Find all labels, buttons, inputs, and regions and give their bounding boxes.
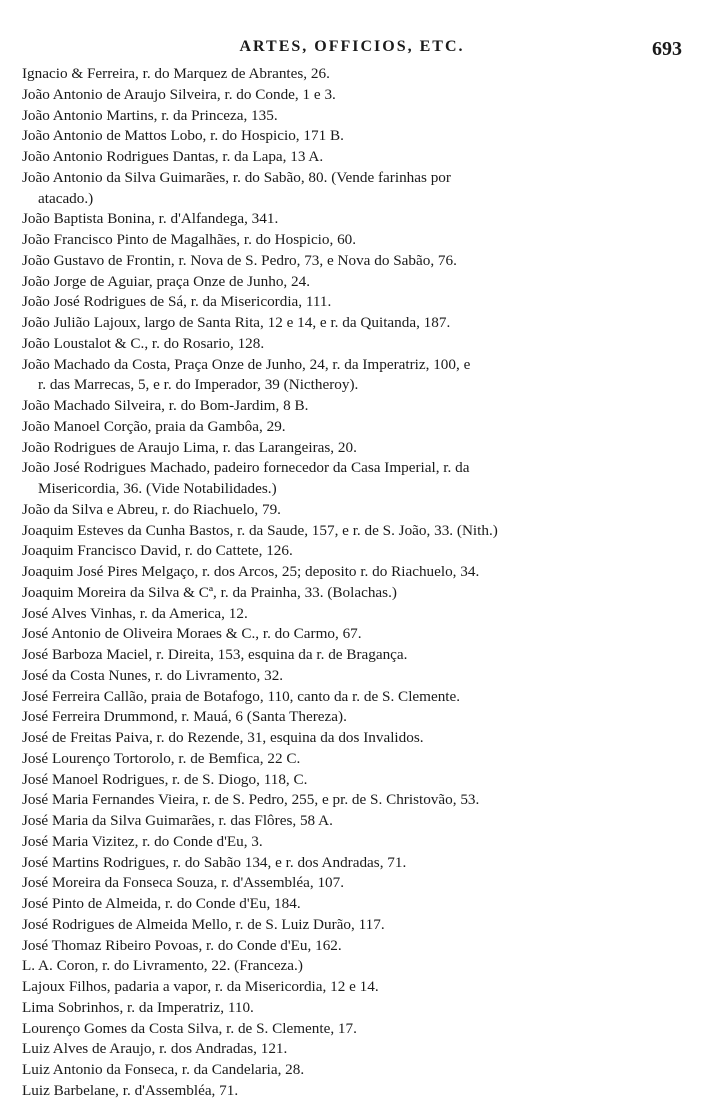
- directory-entry: [22, 541, 682, 562]
- directory-entry: [22, 645, 682, 666]
- entry-text: Lourenço Gomes da Costa Silva, r. de S. Clemente, 17.: [22, 1019, 357, 1037]
- entry-text: Ignacio & Ferreira, r. do Marquez de Abrantes, 26.: [22, 65, 330, 82]
- entry-text: João Manoel Corção, praia da Gambôa, 29.: [22, 417, 286, 435]
- directory-entry: [22, 313, 682, 334]
- directory-entry: [22, 85, 682, 106]
- directory-entry: [22, 624, 682, 645]
- entry-text: João Antonio Martins, r. da Princeza, 135.: [22, 106, 278, 124]
- entry-continuation: atacado.): [38, 189, 94, 207]
- directory-entry: [22, 853, 682, 874]
- directory-entry: [22, 64, 682, 85]
- entry-text: José Maria Vizitez, r. do Conde d'Eu, 3.: [22, 832, 263, 850]
- directory-entry: [22, 936, 682, 957]
- entry-text: João Gustavo de Frontin, r. Nova de S. Pedro, 73, e Nova do Sabão, 76.: [22, 251, 457, 269]
- directory-entry: [22, 811, 682, 832]
- directory-entry: [22, 106, 682, 127]
- directory-entry: [22, 521, 682, 542]
- entry-text: João José Rodrigues de Sá, r. da Misericordia, 111.: [22, 293, 332, 311]
- directory-entry: [22, 977, 682, 998]
- entry-text: Luiz Barbelane, r. d'Assembléa, 71.: [22, 1081, 239, 1099]
- entry-text: Joaquim Francisco David, r. do Cattete, 126.: [22, 542, 293, 560]
- directory-entry: [22, 894, 682, 915]
- entry-text: José Ferreira Callão, praia de Botafogo, 110, canto da r. de S. Clemente.: [22, 687, 461, 705]
- directory-entry: [22, 998, 682, 1019]
- directory-entry: [22, 251, 682, 272]
- entry-text: João Francisco Pinto de Magalhães, r. do Hospicio, 60.: [22, 231, 357, 248]
- entry-text: José Manoel Rodrigues, r. de S. Diogo, 118, C.: [22, 770, 308, 788]
- entry-text: José Moreira da Fonseca Souza, r. d'Assembléa, 107.: [22, 874, 345, 892]
- entry-text: João da Silva e Abreu, r. do Riachuelo, 79.: [22, 500, 281, 518]
- directory-entry: [22, 1081, 682, 1102]
- directory-entry: [22, 562, 682, 583]
- entry-text: Lima Sobrinhos, r. da Imperatriz, 110.: [22, 998, 254, 1016]
- directory-entry: [22, 749, 682, 770]
- entry-continuation: Misericordia, 36. (Vide Notabilidades.): [38, 480, 277, 497]
- directory-entry: [22, 355, 682, 397]
- directory-entry: [22, 147, 682, 168]
- directory-entry: [22, 1019, 682, 1040]
- entry-text: João Machado da Costa, Praça Onze de Junho, 24, r. da Imperatriz, 100, e: [22, 355, 471, 373]
- entry-continuation: r. das Marrecas, 5, e r. do Imperador, 39 (Nictheroy).: [38, 376, 359, 394]
- section-title: ARTES, OFFICIOS, ETC.: [239, 38, 465, 55]
- directory-entry: [22, 873, 682, 894]
- entry-text: João Julião Lajoux, largo de Santa Rita, 12 e 14, e r. da Quitanda, 187.: [22, 314, 451, 331]
- entry-text: Lajoux Filhos, padaria a vapor, r. da Misericordia, 12 e 14.: [22, 978, 379, 995]
- directory-entry: [22, 396, 682, 417]
- entry-text: José Alves Vinhas, r. da America, 12.: [22, 604, 248, 622]
- directory-entry: [22, 707, 682, 728]
- page-header: [22, 38, 682, 62]
- directory-entry: [22, 126, 682, 147]
- entry-text: José de Freitas Paiva, r. do Rezende, 31, esquina da dos Invalidos.: [22, 729, 424, 746]
- directory-entry: [22, 770, 682, 791]
- directory-entry: [22, 230, 682, 251]
- directory-entry: [22, 604, 682, 625]
- entry-text: L. A. Coron, r. do Livramento, 22. (Franceza.): [22, 957, 303, 975]
- entry-text: Joaquim José Pires Melgaço, r. dos Arcos, 25; deposito r. do Riachuelo, 34.: [22, 563, 480, 580]
- entry-text: José Pinto de Almeida, r. do Conde d'Eu, 184.: [22, 895, 301, 912]
- directory-entry: [22, 583, 682, 604]
- directory-entry: [22, 687, 682, 708]
- directory-entry: [22, 666, 682, 687]
- entry-text: José Thomaz Ribeiro Povoas, r. do Conde d'Eu, 162.: [22, 936, 342, 954]
- directory-entry: [22, 1039, 682, 1060]
- directory-entry: [22, 956, 682, 977]
- entry-text: José Maria Fernandes Vieira, r. de S. Pedro, 255, e pr. de S. Christovão, 53.: [22, 791, 480, 809]
- directory-entry: [22, 832, 682, 853]
- directory-entry: [22, 417, 682, 438]
- directory-entry: [22, 1060, 682, 1081]
- directory-entry: [22, 168, 682, 210]
- entry-text: João Machado Silveira, r. do Bom-Jardim, 8 B.: [22, 397, 309, 414]
- directory-entry: [22, 790, 682, 811]
- entry-text: João Loustalot & C., r. do Rosario, 128.: [22, 334, 265, 352]
- directory-entry: [22, 500, 682, 521]
- entry-text: João José Rodrigues Machado, padeiro fornecedor da Casa Imperial, r. da: [22, 459, 470, 477]
- entry-text: João Baptista Bonina, r. d'Alfandega, 341.: [22, 210, 279, 228]
- entry-text: José Rodrigues de Almeida Mello, r. de S. Luiz Durão, 117.: [22, 915, 385, 933]
- entry-text: José Martins Rodrigues, r. do Sabão 134, e r. dos Andradas, 71.: [22, 853, 407, 871]
- entry-text: José Maria da Silva Guimarães, r. das Flôres, 58 A.: [22, 812, 333, 829]
- entry-text: João Antonio de Mattos Lobo, r. do Hospicio, 171 B.: [22, 127, 344, 145]
- entry-text: Joaquim Esteves da Cunha Bastos, r. da Saude, 157, e r. de S. João, 33. (Nith.): [22, 521, 498, 539]
- directory-entry: [22, 438, 682, 459]
- entry-text: Luiz Antonio da Fonseca, r. da Candelaria, 28.: [22, 1061, 305, 1078]
- entry-text: João Rodrigues de Araujo Lima, r. das Larangeiras, 20.: [22, 438, 357, 456]
- directory-entry: [22, 272, 682, 293]
- directory-entry: [22, 209, 682, 230]
- entry-text: João Antonio da Silva Guimarães, r. do Sabão, 80. (Vende farinhas por: [22, 168, 451, 186]
- directory-entry: [22, 728, 682, 749]
- directory-entry: [22, 334, 682, 355]
- directory-entry: [22, 458, 682, 500]
- entry-text: José da Costa Nunes, r. do Livramento, 32.: [22, 666, 284, 684]
- entry-text: João Antonio Rodrigues Dantas, r. da Lapa, 13 A.: [22, 148, 324, 165]
- entry-text: José Antonio de Oliveira Moraes & C., r. do Carmo, 67.: [22, 625, 362, 643]
- entry-text: João Jorge de Aguiar, praça Onze de Junho, 24.: [22, 272, 311, 290]
- entry-text: José Lourenço Tortorolo, r. de Bemfica, 22 C.: [22, 749, 301, 767]
- entry-text: José Ferreira Drummond, r. Mauá, 6 (Santa Thereza).: [22, 708, 347, 726]
- directory-entry: [22, 915, 682, 936]
- directory-entry: [22, 292, 682, 313]
- entry-text: Luiz Alves de Araujo, r. dos Andradas, 121.: [22, 1040, 288, 1058]
- entry-text: Joaquim Moreira da Silva & Cª, r. da Prainha, 33. (Bolachas.): [22, 583, 397, 601]
- directory-list: [22, 64, 682, 1102]
- page-number: 693: [652, 38, 682, 60]
- entry-text: João Antonio de Araujo Silveira, r. do Conde, 1 e 3.: [22, 85, 336, 103]
- entry-text: José Barboza Maciel, r. Direita, 153, esquina da r. de Bragança.: [22, 646, 408, 663]
